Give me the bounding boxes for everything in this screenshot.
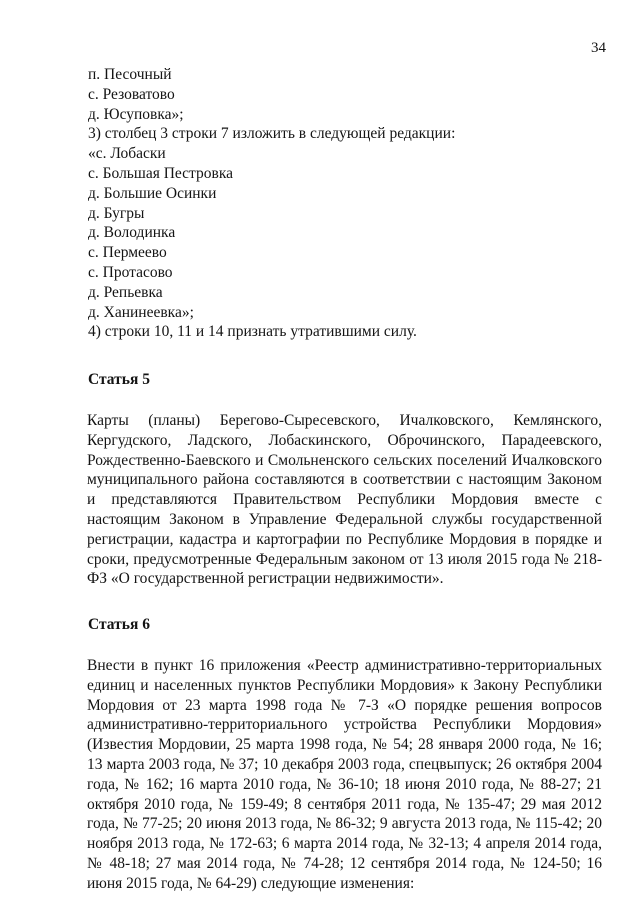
list-line: д. Бугры <box>88 204 145 222</box>
list-line: с. Большая Пестровка <box>88 164 233 182</box>
article-6-text: Внести в пункт 16 приложения «Реестр административно-территориальных единиц и населенных пунктов Республики Мордовия» к Закону Республики Мордовия от 23 марта 1998 года № 7-З «О порядке решения вопросов административно-территориального устройства Республики Мордовия» (Известия Мордовии, 25 марта 1998 года, № 54; 28 января 2000 года, № 16; 13 марта 2003 года, № 37; 10 декабря 2003 года, спецвыпуск; 26 октября 2004 года, № 162; 16 марта 2010 года, № 36-10; 18 июня 2010 года, № 88-27; 21 октября 2010 года, № 159-49; 8 сентября 2011 года, № 135-47; 29 мая 2012 года, № 77-25; 20 июня 2013 года, № 86-32; 9 августа 2013 года, № 115-42; 20 ноября 2013 года, № 172-63; 6 марта 2014 года, № 32-13; 4 апреля 2014 года, № 48-18; 27 мая 2014 года, № 74-28; 12 сентября 2014 года, № 124-50; 16 июня 2015 года, № 64-29) следующие изменения: <box>87 656 602 892</box>
list-line: д. Большие Осинки <box>88 184 217 202</box>
list-line: д. Юсуповка»; <box>88 105 184 123</box>
settlement-list <box>87 65 602 342</box>
document-body <box>87 65 602 893</box>
article-5-text: Карты (планы) Берегово-Сыресевского, Ичалковского, Кемлянского, Кергудского, Ладского, Лобаскинского, Оброчинского, Парадеевского, Рождественно-Баевского и Смольненского сельских поселений Ичалковского муниципального района составляются в соответствии с настоящим Законом и представляются Правительством Республики Мордовия вместе с настоящим Законом в Управление Федеральной службы государственной регистрации, кадастра и картографии по Республике Мордовия в порядке и сроки, предусмотренные Федеральным законом от 13 июля 2015 года № 218-ФЗ «О государственной регистрации недвижимости». <box>87 411 602 588</box>
list-line: 4) строки 10, 11 и 14 признать утратившими силу. <box>88 323 417 341</box>
list-line: «с. Лобаски <box>88 145 166 163</box>
list-line: д. Володинка <box>88 224 176 242</box>
list-line: с. Пермеево <box>88 244 167 262</box>
article-5-heading: Статья 5 <box>88 371 150 389</box>
list-line: д. Ханинеевка»; <box>88 303 194 321</box>
list-line: п. Песочный <box>88 66 172 83</box>
page-number: 34 <box>591 40 606 56</box>
list-line: 3) столбец 3 строки 7 изложить в следующей редакции: <box>88 125 456 143</box>
article-6-heading: Статья 6 <box>88 616 150 634</box>
list-line: с. Протасово <box>88 263 173 281</box>
list-line: с. Резоватово <box>88 85 175 103</box>
list-line: д. Репьевка <box>88 283 163 301</box>
